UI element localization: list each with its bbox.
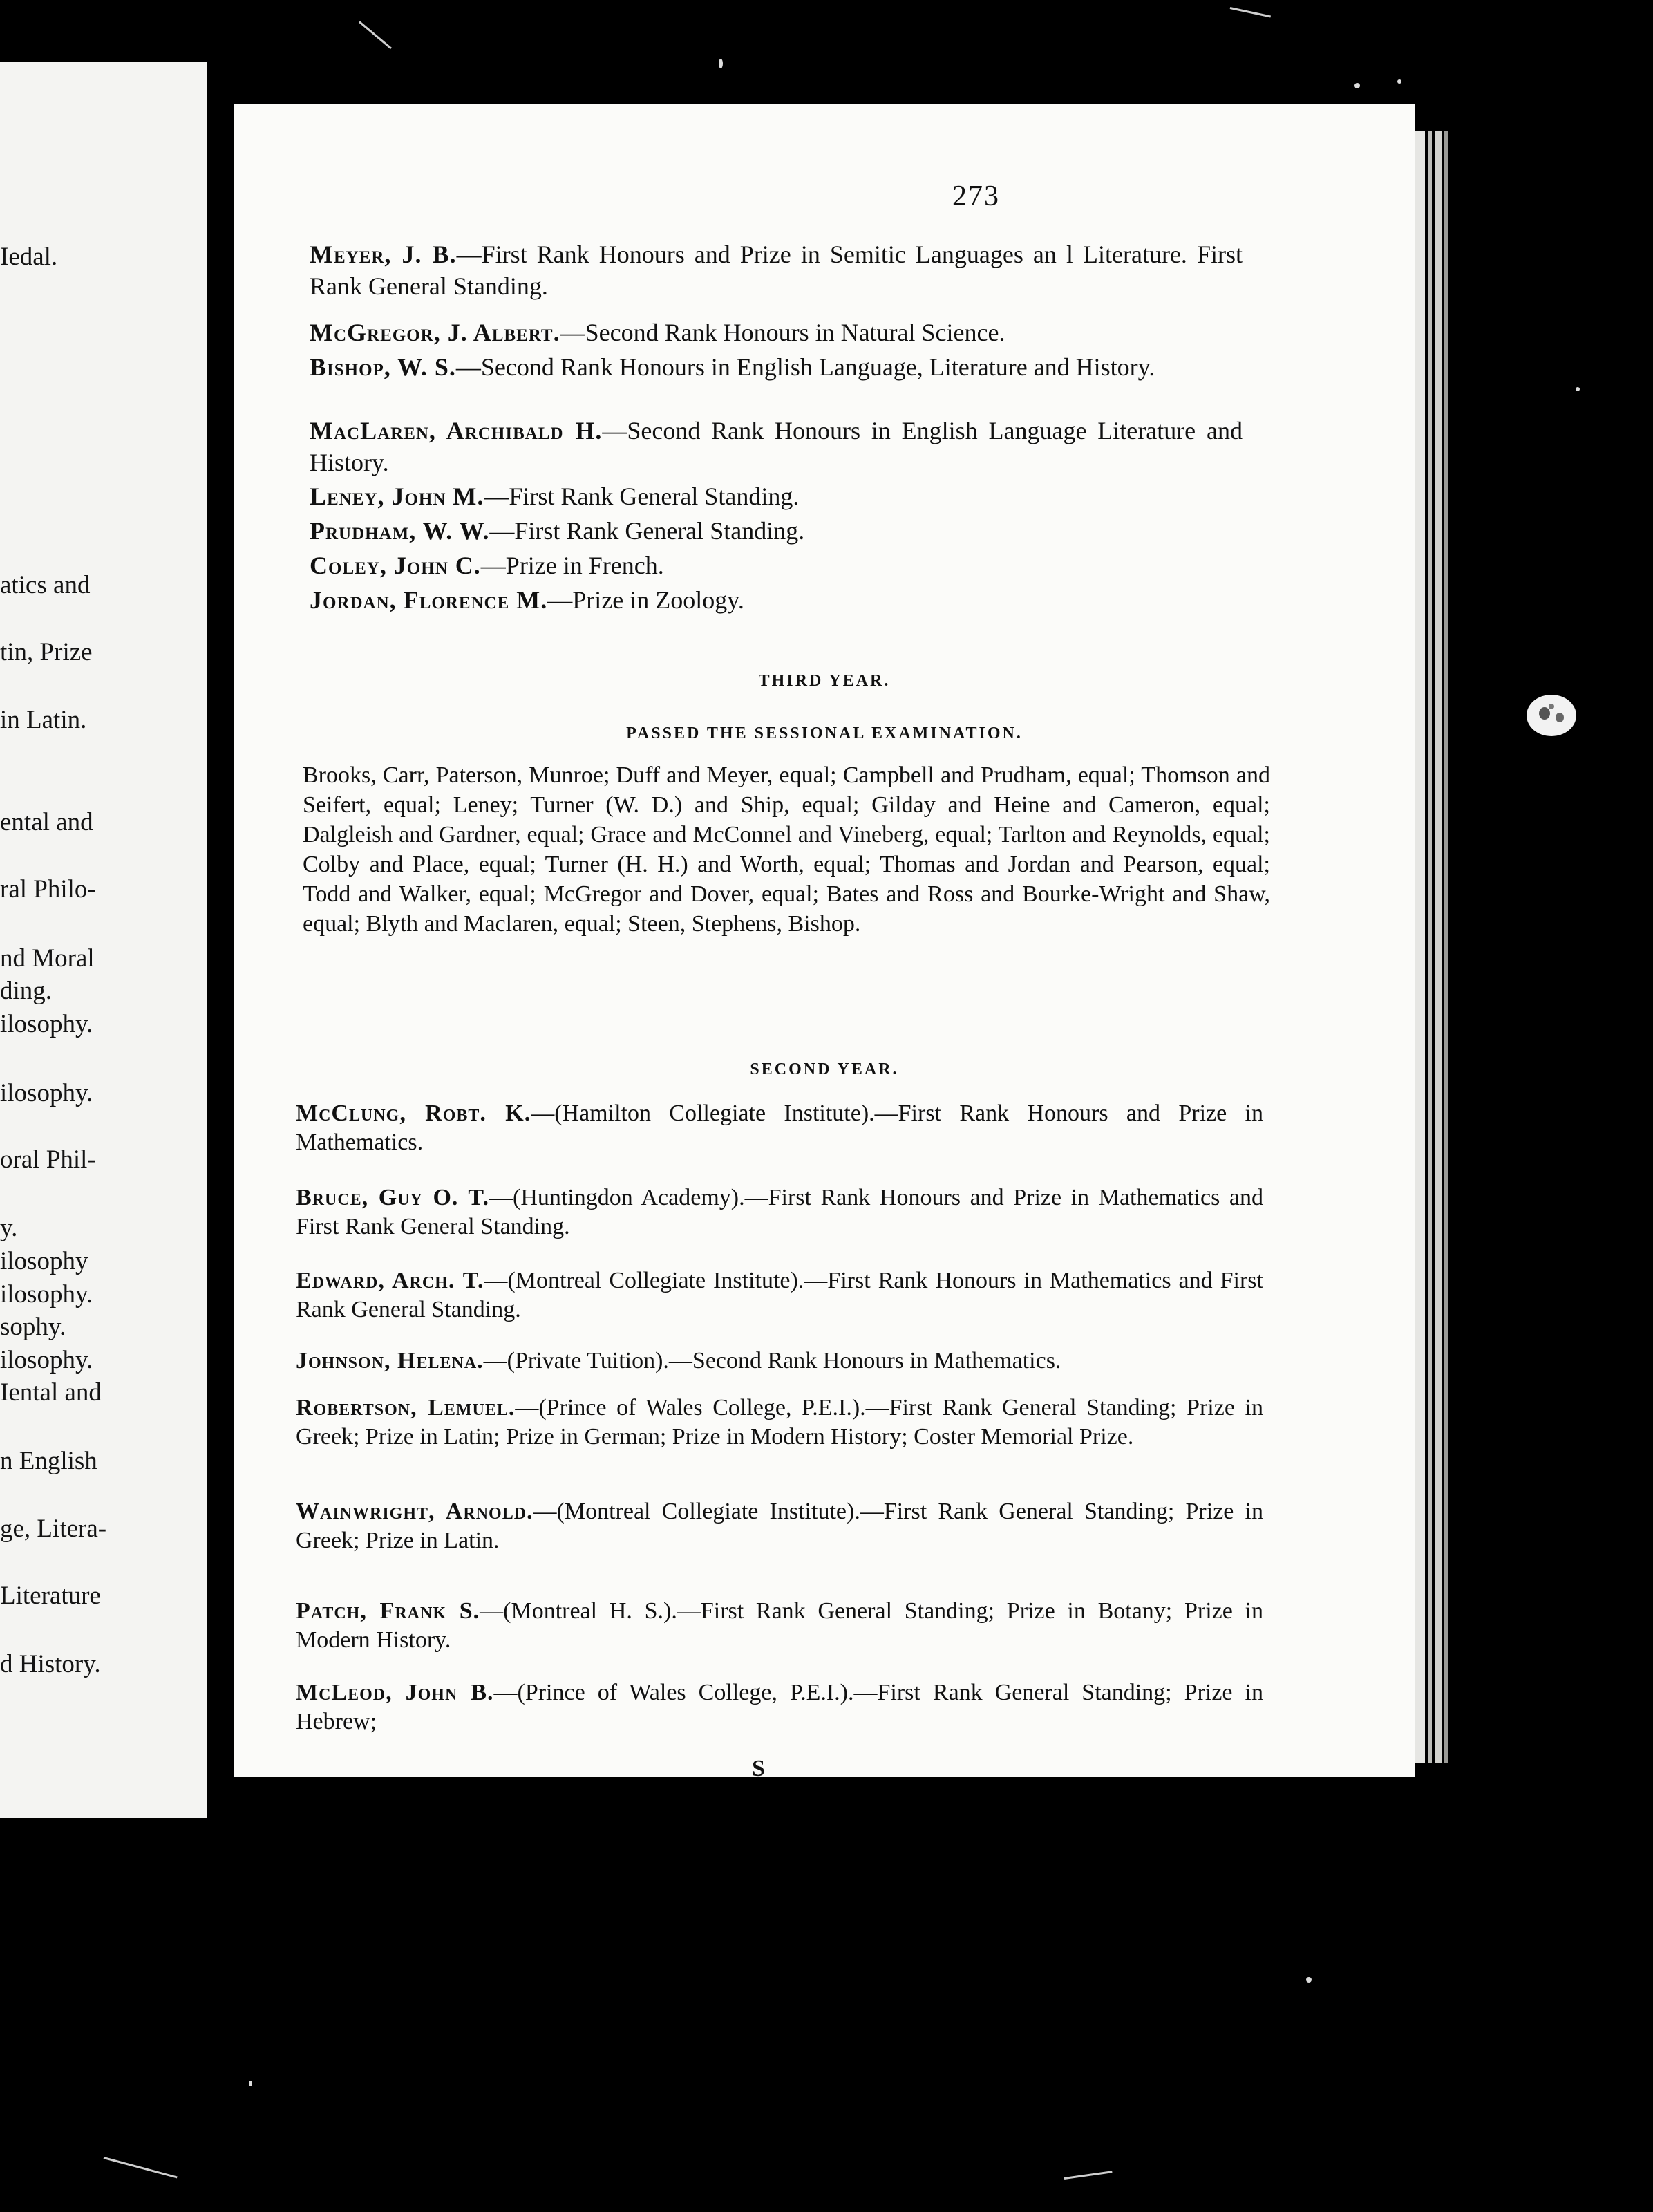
sessional-exam-list: Brooks, Carr, Paterson, Munroe; Duff and Meyer, equal; Campbell and Prudham, equal; Thomson and Seifert, equal; Leney; Turner (W. D.) and Ship, equal; Gilday and Heine and Cameron, equal; Dalgleish and Gardner, equal; Grace and McConnel and Vineberg, equal; Tarlton and Reynolds, equal; Colby and Place, equal; Turner (H. H.) and Worth, equal; Thomas and Jordan and Pearson, equal; Todd and Walker, equal; McGregor and Dover, equal; Bates and Ross and Bourke-Wright and Shaw, equal; Blyth and Maclaren, equal; Steen, Stephens, Bishop. (303, 762, 1270, 937)
page-edge (1415, 131, 1425, 1763)
left-page-line: atics and (0, 571, 91, 599)
page-number: 273 (952, 180, 1000, 212)
entry-wainwright (296, 1497, 1263, 1555)
left-page-fragment (0, 62, 207, 1818)
left-page-line: ental and (0, 808, 93, 836)
entry-name: Bishop, W. S. (310, 353, 456, 381)
second-year-heading: SECOND YEAR. (750, 1060, 899, 1078)
left-page-line: ilosophy. (0, 1010, 93, 1038)
entry-text: —(Montreal Collegiate Institute).—First Rank Honours in Mathematics and First Rank General Standing. (296, 1268, 1263, 1322)
entry-text: —(Hamilton Collegiate Institute).—First Rank Honours and Prize in Mathematics. (296, 1100, 1264, 1155)
entry-mcleod (296, 1678, 1263, 1736)
page-edge (1444, 131, 1448, 1763)
page-edge (1435, 131, 1442, 1763)
left-page-line: Iental and (0, 1378, 102, 1407)
left-page-line: ilosophy. (0, 1280, 93, 1309)
right-page-content (234, 104, 1415, 1777)
entry-name: Robertson, Lemuel. (296, 1395, 516, 1421)
entry-name: Meyer, J. B. (310, 241, 457, 268)
scan-streak (1064, 2171, 1113, 2180)
left-page-line: oral Phil- (0, 1145, 96, 1174)
entry-bishop (310, 351, 1243, 383)
entry-name: McClung, Robt. K. (296, 1100, 531, 1126)
scan-blob (1524, 691, 1579, 740)
entry-leney (310, 480, 1243, 512)
left-page-line: in Latin. (0, 706, 87, 734)
entry-text: —(Prince of Wales College, P.E.I.).—First Rank General Standing; Prize in Hebrew; (296, 1680, 1263, 1734)
right-page (234, 104, 1415, 1777)
entry-text: —(Montreal Collegiate Institute).—First Rank General Standing; Prize in Greek; Prize in Latin. (296, 1499, 1263, 1553)
scan-streak (104, 2157, 178, 2178)
entry-maclaren (310, 415, 1243, 478)
entry-name: McLeod, John B. (296, 1680, 494, 1705)
left-page-line: ding. (0, 977, 53, 1005)
left-page-line: y. (0, 1214, 18, 1242)
entry-name: Coley, John C. (310, 552, 481, 579)
entry-name: MacLaren, Archibald H. (310, 417, 603, 444)
entry-patch (296, 1597, 1263, 1655)
left-page-line: ral Philo- (0, 875, 96, 903)
entry-name: Wainwright, Arnold. (296, 1499, 533, 1524)
left-page-line: n English (0, 1447, 97, 1475)
left-page-line: Iedal. (0, 243, 58, 271)
left-page-line: ilosophy. (0, 1346, 93, 1374)
left-page-line: ilosophy (0, 1247, 88, 1275)
third-year-heading: THIRD YEAR. (758, 672, 891, 690)
entry-text: —Prize in Zoology. (547, 586, 744, 614)
left-page-line: Literature (0, 1582, 101, 1610)
left-page-line: ge, Litera- (0, 1515, 107, 1543)
left-page-line: d History. (0, 1650, 101, 1678)
entry-text: —(Prince of Wales College, P.E.I.).—First Rank General Standing; Prize in Greek; Prize in Latin; Prize in German; Prize in Modern History; Coster Memorial Prize. (296, 1395, 1263, 1450)
entry-mcclung (296, 1099, 1263, 1157)
left-page-line: sophy. (0, 1313, 66, 1341)
entry-text: —Second Rank Honours in Natural Science. (560, 319, 1005, 346)
entry-text: —Prize in French. (480, 552, 664, 579)
entry-johnson (296, 1347, 1263, 1376)
left-page-line: tin, Prize (0, 638, 93, 666)
left-page-line: ilosophy. (0, 1079, 93, 1107)
entry-jordan (310, 584, 1243, 616)
scan-streak (1230, 7, 1271, 17)
entry-prudham (310, 515, 1243, 547)
entry-text: —First Rank General Standing. (484, 482, 800, 510)
entry-name: Leney, John M. (310, 482, 484, 510)
scan-streak (359, 21, 392, 49)
entry-name: Jordan, Florence M. (310, 586, 548, 614)
sessional-exam-heading: PASSED THE SESSIONAL EXAMINATION. (626, 724, 1023, 742)
entry-name: Johnson, Helena. (296, 1348, 484, 1374)
entry-text: —(Private Tuition).—Second Rank Honours in Mathematics. (483, 1348, 1061, 1374)
entry-robertson (296, 1394, 1263, 1452)
page-edge (1428, 131, 1432, 1763)
entry-text: —(Huntingdon Academy).—First Rank Honours and Prize in Mathematics and First Rank General Standing. (296, 1185, 1263, 1239)
entry-text: —First Rank General Standing. (489, 517, 805, 545)
entry-name: Prudham, W. W. (310, 517, 490, 545)
scan-speck (1354, 83, 1360, 88)
entry-edward (296, 1266, 1263, 1324)
entry-meyer (310, 238, 1243, 302)
entry-name: Bruce, Guy O. T. (296, 1185, 490, 1210)
scan-speck (1397, 79, 1401, 84)
scan-speck (1576, 387, 1580, 391)
book-gutter (207, 62, 234, 1818)
entry-coley (310, 550, 1243, 581)
left-page-line: nd Moral (0, 944, 95, 973)
entry-bruce (296, 1183, 1263, 1241)
entry-text: —Second Rank Honours in English Language Literature and History. (310, 417, 1243, 476)
entry-text: —First Rank Honours and Prize in Semitic Languages an l Literature. First Rank General Standing. (310, 241, 1243, 300)
entry-name: McGregor, J. Albert. (310, 319, 560, 346)
entry-name: Edward, Arch. T. (296, 1268, 484, 1293)
entry-mcgregor (310, 317, 1243, 348)
entry-text: —Second Rank Honours in English Language, Literature and History. (455, 353, 1155, 381)
signature-mark: S (752, 1756, 765, 1777)
entry-text: —(Montreal H. S.).—First Rank General Standing; Prize in Botany; Prize in Modern History. (296, 1598, 1263, 1653)
scan-speck (719, 59, 723, 68)
scan-speck (1306, 1977, 1312, 1983)
entry-name: Patch, Frank S. (296, 1598, 480, 1624)
scan-speck (249, 2081, 252, 2086)
